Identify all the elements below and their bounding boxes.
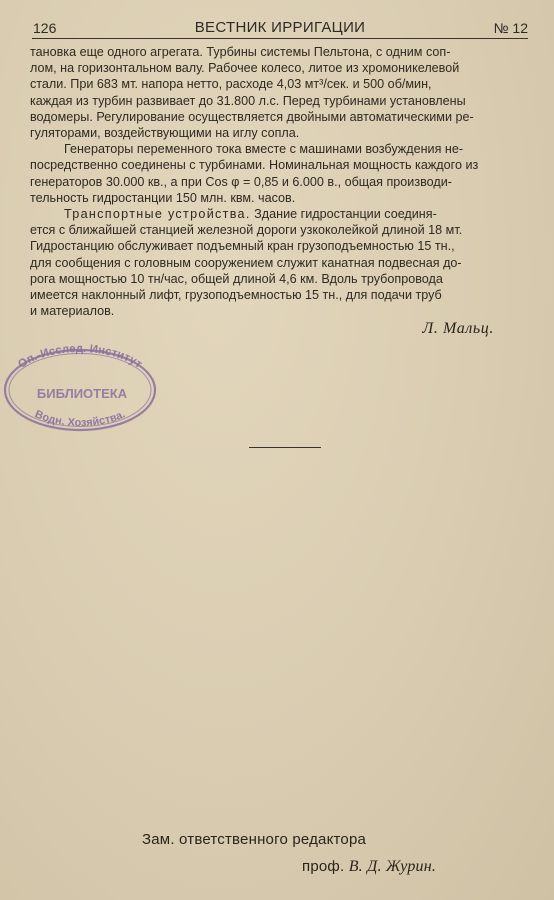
text-line: Гидростанцию обслуживает подъемный кран грузоподъемностью 15 тн., <box>30 239 455 254</box>
paragraph-turbines <box>30 44 530 141</box>
stamp-top-text: Оп.-Исслед. Институт <box>16 342 145 371</box>
page-number: 126 <box>33 20 57 36</box>
text-line: стали. При 683 мт. напора нетто, расходе 4,03 мт³/сек. и 500 об/мин, <box>30 77 432 92</box>
section-heading: Транспортные устройства. <box>64 207 251 222</box>
paragraph-generators <box>30 141 530 206</box>
text-line: ется с ближайшей станцией железной дороги узкоколейкой длиной 18 мт. <box>30 223 463 238</box>
text-line: для сообщения с головным сооружением служит канатная подвесная до- <box>30 255 462 270</box>
text-line: водомеры. Регулирование осуществляется двойными автоматическими ре- <box>30 109 474 124</box>
text-line: рога мощностью 10 тн/час, общей длиной 4,6 км. Вдоль трубопровода <box>30 271 443 286</box>
text-line: Здание гидростанции соединя- <box>250 207 437 222</box>
author-signature: Л. Мальц. <box>422 320 494 337</box>
text-line: гуляторами, воздействующими на иглу сопла. <box>30 126 300 141</box>
editor-credit <box>302 858 436 876</box>
text-line: лом, на горизонтальном валу. Рабочее колесо, литое из хромоникелевой <box>30 61 460 76</box>
text-line: и материалов. <box>30 304 115 319</box>
text-line: тельность гидростанции 150 млн. квм. часов. <box>30 190 296 205</box>
section-divider <box>249 447 321 448</box>
text-line: посредственно соединены с турбинами. Номинальная мощность каждого из <box>30 158 479 173</box>
text-line: имеется наклонный лифт, грузоподъемностью 15 тн., для подачи труб <box>30 288 442 303</box>
running-header <box>30 18 530 40</box>
editor-name: В. Д. Журин. <box>348 858 437 875</box>
text-line: генераторов 30.000 кв., а при Cos φ = 0,85 и 6.000 в., общая производи- <box>30 174 452 189</box>
issue-number: № 12 <box>493 20 528 36</box>
header-rule <box>32 38 528 39</box>
stamp-center-text: БИБЛИОТЕКА <box>36 386 128 401</box>
library-stamp <box>0 342 160 434</box>
text-line: Генераторы переменного тока вместе с машинами возбуждения не- <box>64 142 464 157</box>
stamp-bottom-text: Водн. Хозяйства. <box>32 408 128 430</box>
article-body <box>30 44 530 319</box>
text-line: каждая из турбин развивает до 31.800 л.с. Перед турбинами установлены <box>30 93 466 108</box>
paragraph-transport <box>30 206 530 319</box>
journal-title: ВЕСТНИК ИРРИГАЦИИ <box>194 19 366 36</box>
editor-prefix: проф. <box>302 858 345 875</box>
editor-title: Зам. ответственного редактора <box>142 831 367 848</box>
text-line: тановка еще одного агрегата. Турбины системы Пельтона, с одним соп- <box>30 45 451 59</box>
svg-text:Оп.-Исслед. Институт <box>16 343 144 371</box>
